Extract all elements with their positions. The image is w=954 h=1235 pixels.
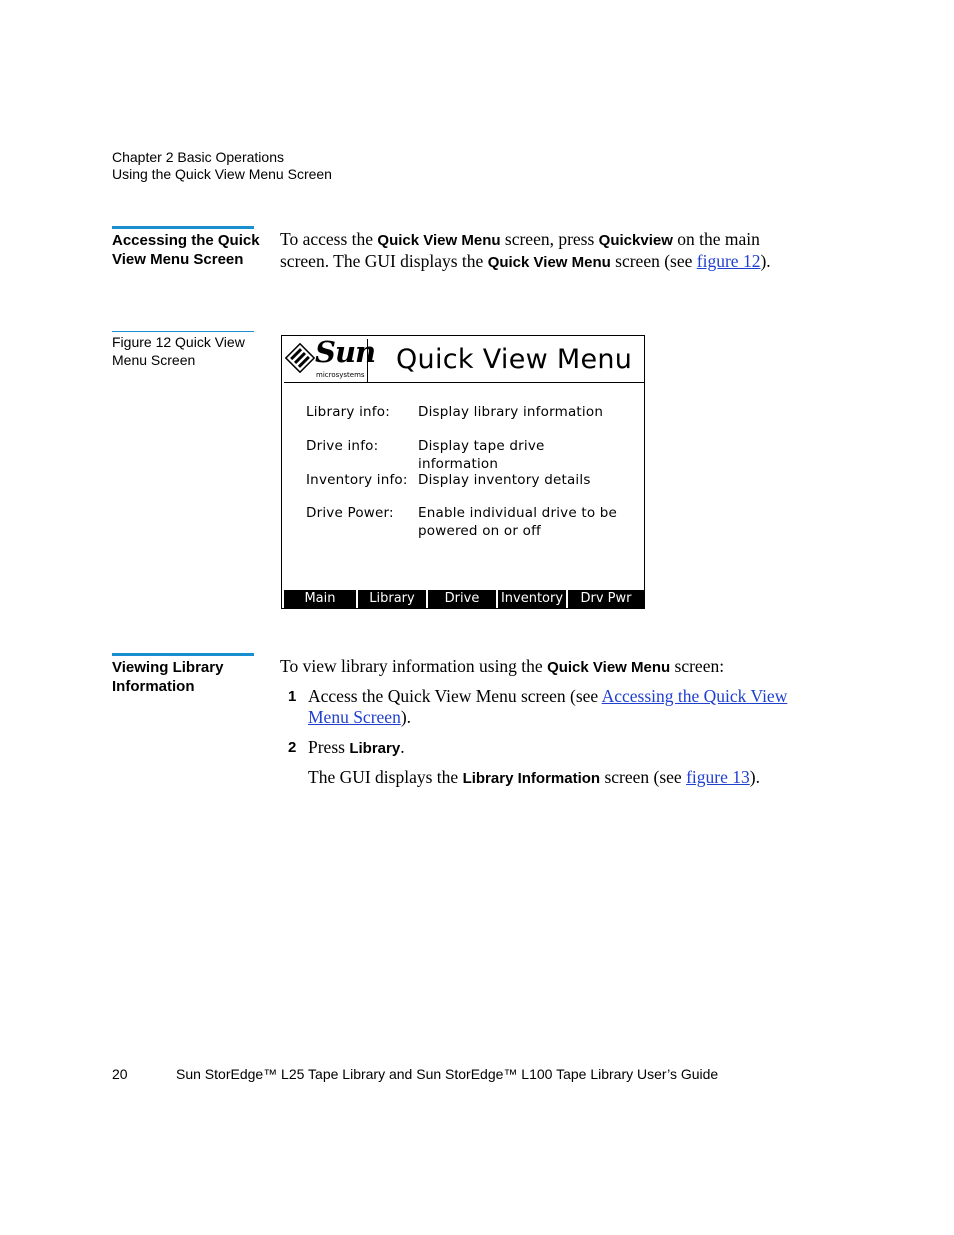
ui-term: Quick View Menu <box>547 659 671 676</box>
logo-wordmark: Sun <box>315 335 376 369</box>
gui-title: Quick View Menu <box>396 344 633 375</box>
section-rule <box>112 653 254 656</box>
section-heading-accessing: Accessing the Quick View Menu Screen <box>112 232 260 268</box>
gui-inventory-button[interactable]: Inventory <box>498 590 568 608</box>
row-value-library: Display library information <box>418 404 604 420</box>
text-run: To view library information using the <box>280 656 548 676</box>
text-run: ). <box>760 251 771 271</box>
running-header-section: Using the Quick View Menu Screen <box>112 166 332 182</box>
text-run: screen (see <box>600 767 687 787</box>
footer-title: Sun StorEdge™ L25 Tape Library and Sun StorEdge™ L100 Tape Library User’s Guide <box>176 1066 719 1082</box>
row-value-drive: Display tape drive information <box>418 438 545 472</box>
text-run: . <box>400 737 405 757</box>
text-run: Access the Quick View Menu screen (see <box>308 686 602 706</box>
step-2-text <box>308 737 798 759</box>
gui-button-bar <box>284 588 644 608</box>
page-number: 20 <box>112 1066 128 1082</box>
row-label-library: Library info: <box>306 404 390 420</box>
gui-main-button[interactable]: Main <box>284 590 358 608</box>
row-label-drive-power: Drive Power: <box>306 505 394 521</box>
logo-subtext: microsystems <box>316 371 365 379</box>
ui-term: Quick View Menu <box>487 254 611 271</box>
text-run: ). <box>749 767 760 787</box>
running-header-chapter: Chapter 2 Basic Operations <box>112 149 284 165</box>
text-run: on the main screen. The GUI displays the <box>280 229 760 271</box>
gui-drv-pwr-button[interactable]: Drv Pwr <box>580 591 632 606</box>
figure-12-link[interactable]: figure 12 <box>696 251 761 271</box>
sun-logo <box>285 335 376 382</box>
accessing-section-link[interactable]: Accessing the Quick View Menu Screen <box>308 686 788 727</box>
text-run: To access the <box>280 229 378 249</box>
step-number: 1 <box>288 688 297 705</box>
gui-drive-button[interactable]: Drive <box>428 590 498 608</box>
figure-caption: Figure 12 Quick View Menu Screen <box>112 334 245 368</box>
section-heading-viewing: Viewing Library Information <box>112 659 224 695</box>
gui-divider <box>284 382 644 383</box>
text-run: screen (see <box>610 251 697 271</box>
ui-term: Quickview <box>598 232 673 249</box>
section-rule <box>112 226 254 229</box>
row-value-inventory: Display inventory details <box>418 472 591 488</box>
ui-term: Library Information <box>462 770 601 787</box>
gui-library-button[interactable]: Library <box>358 590 428 608</box>
row-value-drive-power: Enable individual drive to be powered on or off <box>418 505 618 539</box>
row-label-drive: Drive info: <box>306 438 379 454</box>
text-run: screen, press <box>500 229 599 249</box>
quick-view-menu-screenshot <box>281 335 645 609</box>
caption-rule <box>112 331 254 332</box>
step-2-result <box>308 767 798 789</box>
section-accessing-paragraph <box>280 229 800 273</box>
row-label-inventory: Inventory info: <box>306 472 408 488</box>
text-run: ). <box>400 707 412 727</box>
text-run: Press <box>308 737 350 757</box>
text-run: screen: <box>670 656 725 676</box>
ui-term: Quick View Menu <box>377 232 501 249</box>
step-1-text <box>308 686 798 728</box>
step-number: 2 <box>288 739 297 756</box>
text-run: The GUI displays the <box>308 767 463 787</box>
figure-13-link[interactable]: figure 13 <box>686 767 750 787</box>
ui-term: Library <box>349 740 401 757</box>
section-viewing-intro <box>280 656 800 678</box>
